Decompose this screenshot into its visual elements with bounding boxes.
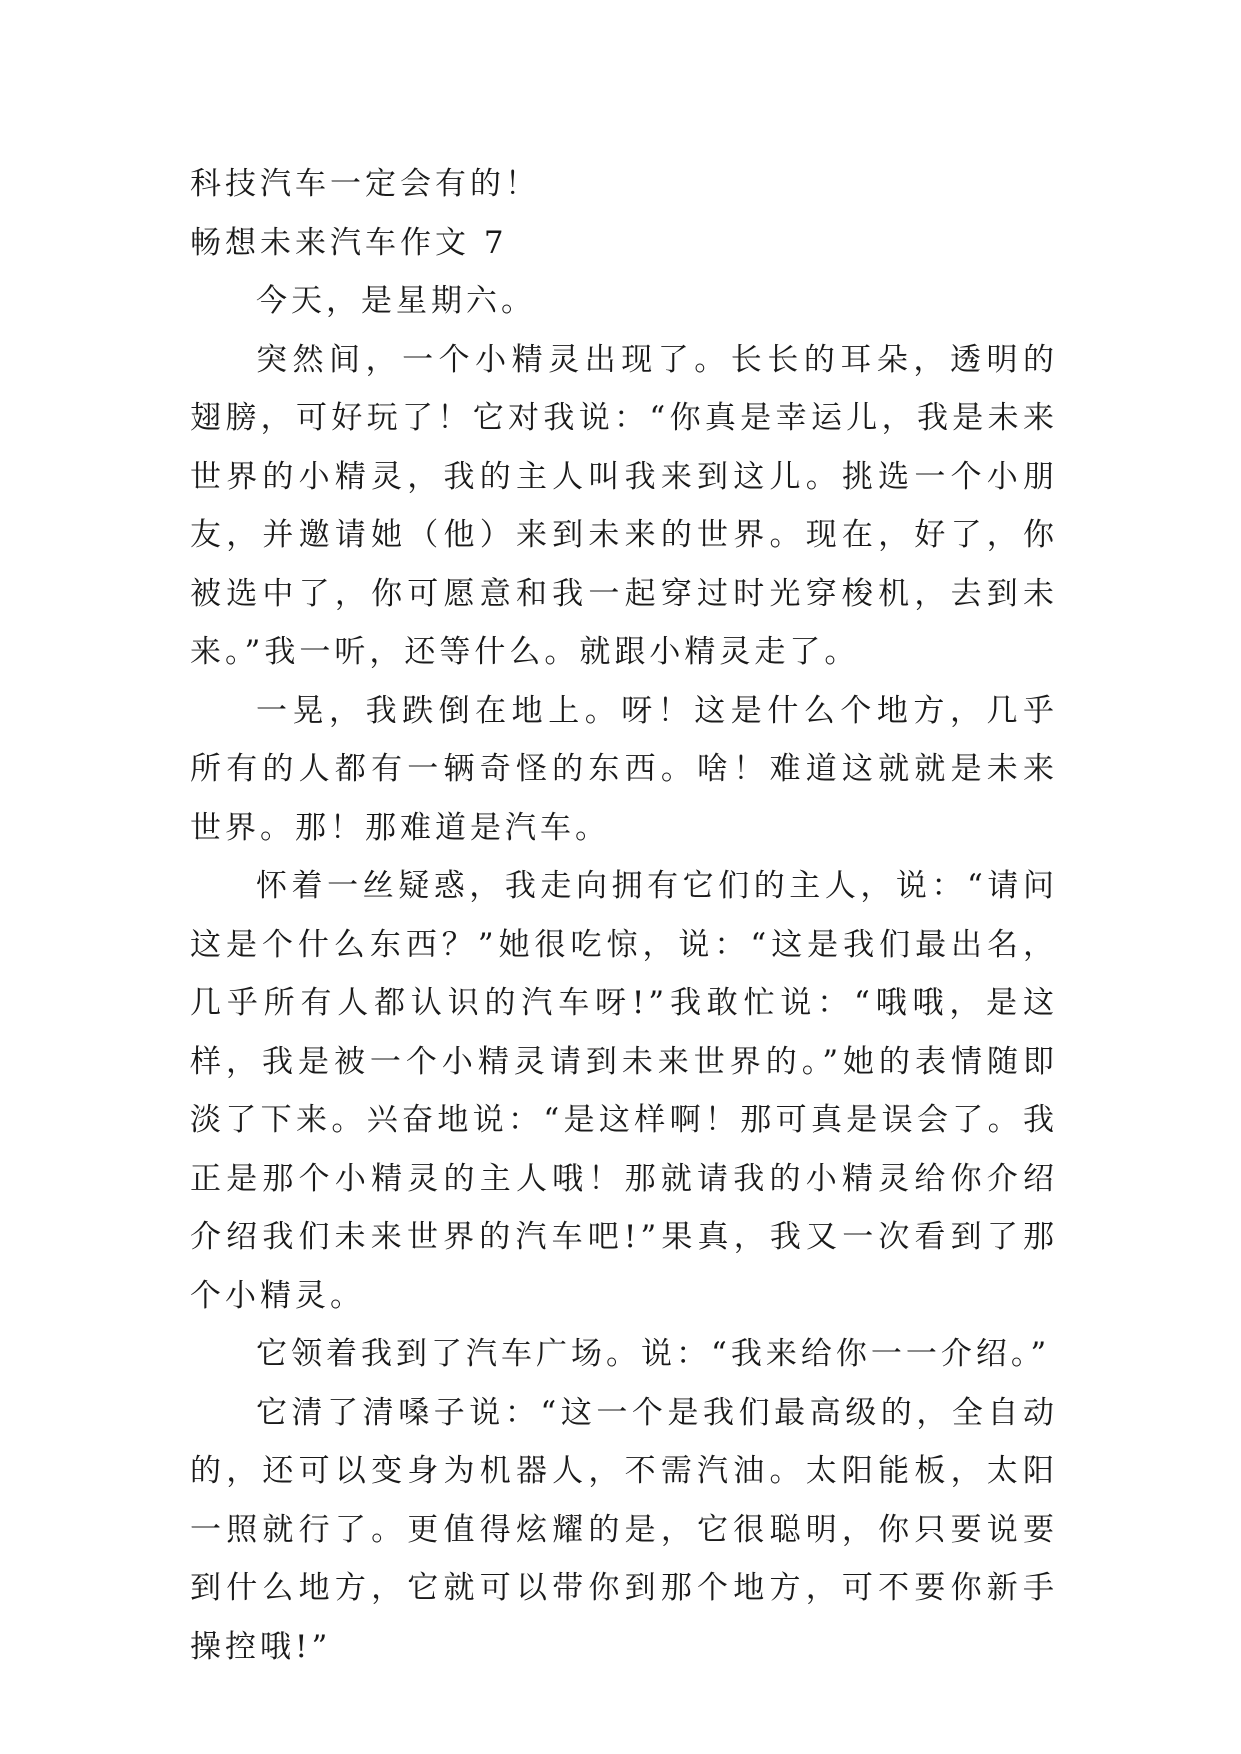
article-heading: 畅想未来汽车作文 7 [190, 224, 508, 261]
paragraph-4: 怀着一丝疑惑，我走向拥有它们的主人，说：“请问这是个什么东西？”她很吃惊，说：“这是我们最出名，几乎所有人都认识的汽车呀!”我敢忙说：“哦哦，是这样，我是被一个小精灵请到未来世界的。”她的表情随即淡了下来。兴奋地说：“是这样啊！那可真是误会了。我正是那个小精灵的主人哦！那就请我的小精灵给你介绍介绍我们未来世界的汽车吧!”果真，我又一次看到了那个小精灵。 [190, 868, 1058, 1314]
paragraph-2: 突然间，一个小精灵出现了。长长的耳朵，透明的翅膀，可好玩了！它对我说：“你真是幸运儿，我是未来世界的小精灵，我的主人叫我来到这儿。挑选一个小朋友，并邀请她（他）来到未来的世界。现在，好了，你被选中了，你可愿意和我一起穿过时光穿梭机，去到未来。”我一听，还等什么。就跟小精灵走了。 [190, 341, 1058, 670]
paragraph-5: 它领着我到了汽车广场。说：“我来给你一一介绍。” [256, 1336, 1051, 1372]
paragraph-6: 它清了清嗓子说：“这一个是我们最高级的，全自动的，还可以变身为机器人，不需汽油。太阳能板，太阳一照就行了。更值得炫耀的是，它很聪明，你只要说要到什么地方，它就可以带你到那个地方，可不要你新手操控哦!” [190, 1394, 1058, 1665]
continuation-line: 科技汽车一定会有的！ [190, 166, 540, 202]
article-body [190, 155, 1058, 1676]
paragraph-3: 一晃，我跌倒在地上。呀！这是什么个地方，几乎所有的人都有一辆奇怪的东西。啥！难道这就就是未来世界。那！那难道是汽车。 [190, 692, 1058, 846]
paragraph-1: 今天，是星期六。 [256, 283, 536, 319]
